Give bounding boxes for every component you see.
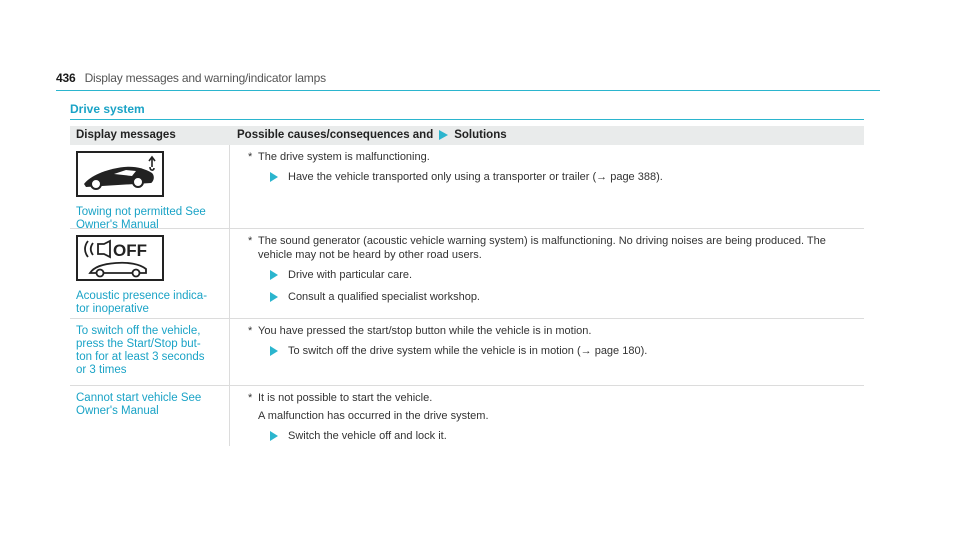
solution-line: Have the vehicle transported only using a transporter or trailer (→ page 388). <box>244 170 852 184</box>
column-header-messages: Display messages <box>76 129 176 141</box>
column-header-solutions-text: Solutions <box>454 129 507 141</box>
svg-text:OFF: OFF <box>113 241 147 260</box>
solution-line: Drive with particular care. <box>244 268 852 282</box>
causes-cell <box>230 319 864 358</box>
message-cell <box>70 229 230 318</box>
column-header-causes-text: Possible causes/consequences and <box>237 129 434 141</box>
section-title: Drive system <box>70 102 864 120</box>
display-message: Acoustic presence indica- tor inoperative <box>76 290 208 315</box>
table-row <box>70 145 864 229</box>
causes-cell <box>230 145 864 184</box>
cause-line: * You have pressed the start/stop button while the vehicle is in motion. <box>248 325 592 337</box>
solution-arrow-icon <box>270 292 278 302</box>
table-row <box>70 386 864 446</box>
cause-line: * The sound generator (acoustic vehicle warning system) is malfunctioning. No driving noises are being produced. The vehicle may not be heard by other road users. <box>248 235 826 261</box>
solution-arrow-icon <box>270 270 278 280</box>
table-row <box>70 229 864 319</box>
cause-line: * The drive system is malfunctioning. <box>248 151 430 163</box>
cause-detail: A malfunction has occurred in the drive system. <box>258 410 489 422</box>
message-cell <box>70 386 230 446</box>
display-message: Cannot start vehicle See Owner's Manual <box>76 392 202 417</box>
car-tow-icon <box>76 151 225 202</box>
causes-cell <box>230 229 864 304</box>
solution-line: To switch off the drive system while the vehicle is in motion (→ page 180). <box>244 344 852 358</box>
acoustic-off-icon <box>76 235 225 286</box>
column-header-causes <box>237 129 507 141</box>
solution-line: Switch the vehicle off and lock it. <box>244 429 852 443</box>
display-message: To switch off the vehicle, press the Start/Stop but- ton for at least 3 seconds or 3 times <box>76 325 205 376</box>
solution-arrow-icon <box>270 431 278 441</box>
solution-line: Consult a qualified specialist workshop. <box>244 290 852 304</box>
page-number: 436 <box>56 71 76 85</box>
message-cell <box>70 319 230 385</box>
chapter-title: Display messages and warning/indicator lamps <box>84 71 326 85</box>
arrow-right-icon <box>439 130 448 140</box>
solution-arrow-icon <box>270 172 278 182</box>
display-message: Towing not permitted See Owner's Manual <box>76 206 206 231</box>
table-header <box>70 126 864 145</box>
message-cell <box>70 145 230 231</box>
solution-arrow-icon <box>270 346 278 356</box>
page-header <box>56 71 880 91</box>
cause-line: * It is not possible to start the vehicle. <box>248 392 433 404</box>
causes-cell <box>230 386 864 443</box>
table-row <box>70 319 864 386</box>
message-table <box>70 145 864 446</box>
